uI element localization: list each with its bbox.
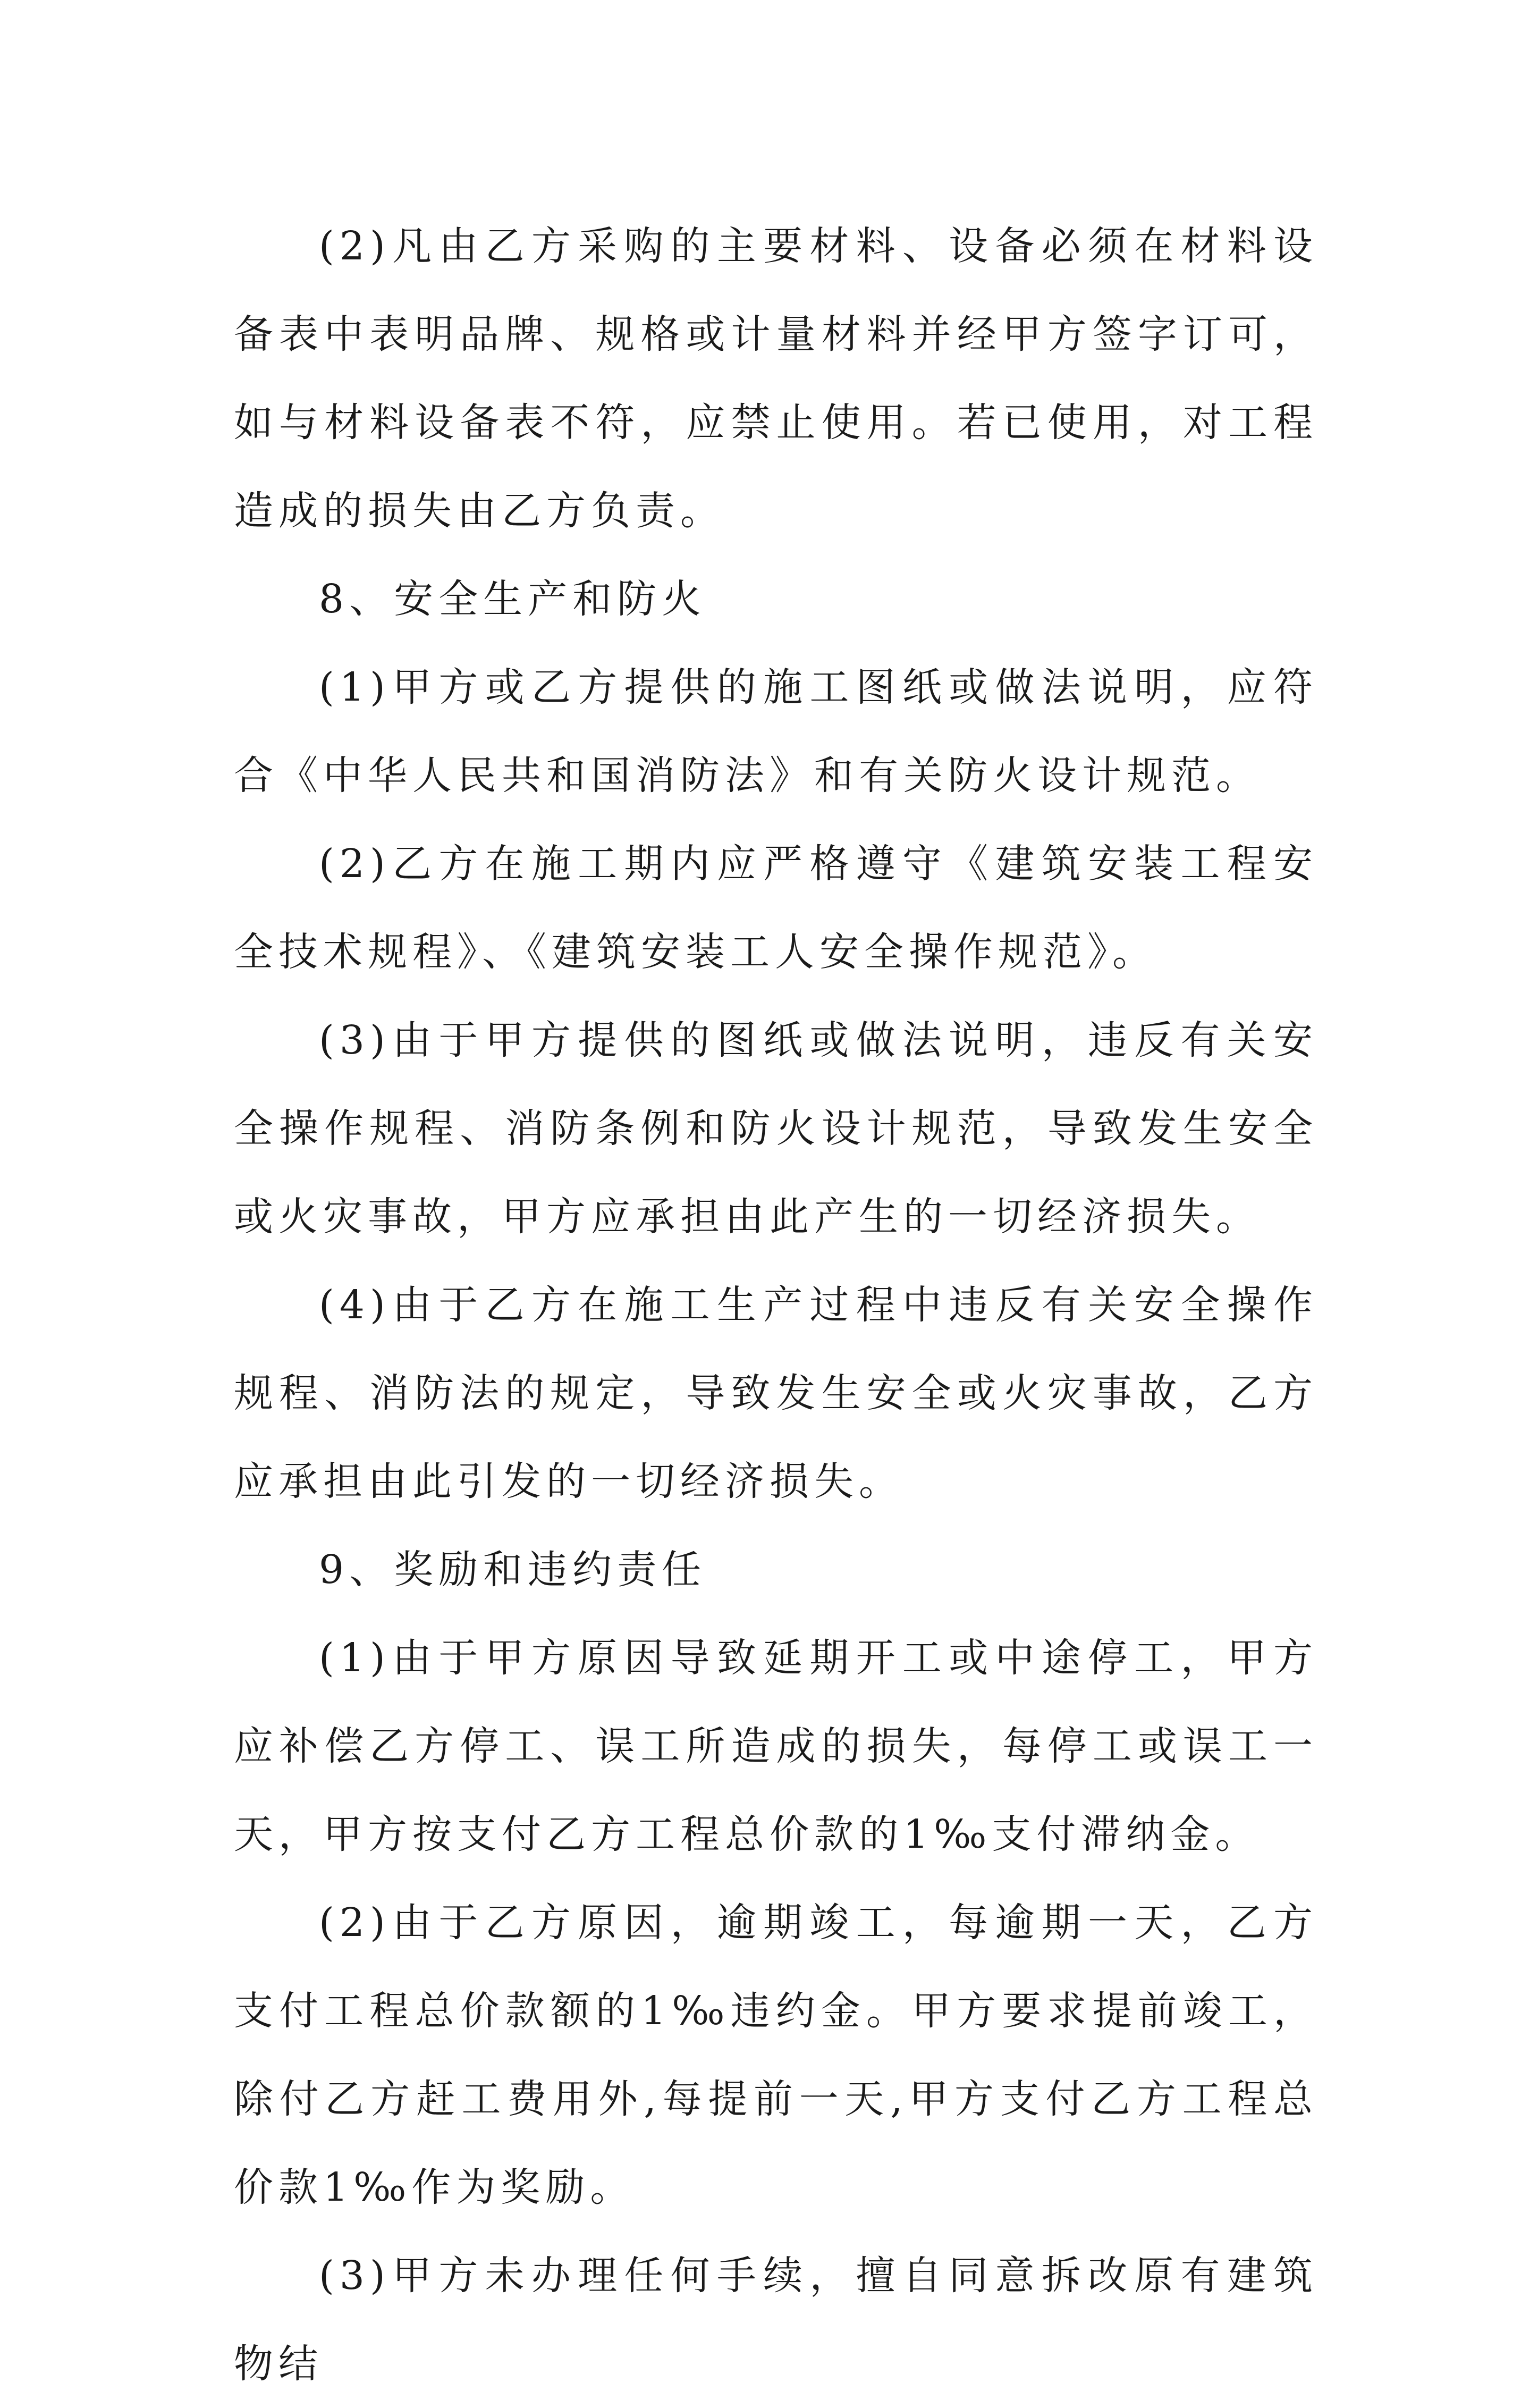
document-body [234,202,1318,2408]
paragraph-fire-code-compliance: (1)甲方或乙方提供的施工图纸或做法说明，应符合《中华人民共和国消防法》和有关防火设计规范。 [234,664,1318,798]
paragraph-delay-compensation: (1)由于甲方原因导致延期开工或中途停工，甲方应补偿乙方停工、误工所造成的损失，每停工或误工一天，甲方按支付乙方工程总价款的1‰支付滞纳金。 [234,1635,1318,1857]
paragraph-overdue-penalty: (2)由于乙方原因，逾期竣工，每逾期一天，乙方支付工程总价款额的1‰违约金。甲方要求提前竣工，除付乙方赶工费用外,每提前一天,甲方支付乙方工程总价款1‰作为奖励。 [234,1900,1318,2210]
section-heading-safety-fire: 8、安全生产和防火 [319,576,707,622]
paragraph-safety-regulations: (2)乙方在施工期内应严格遵守《建筑安装工程安全技术规程》、《建筑安装工人安全操作规范》。 [234,841,1318,975]
paragraph-material-procurement: (2)凡由乙方采购的主要材料、设备必须在材料设备表中表明品牌、规格或计量材料并经甲方签字订可，如与材料设备表不符，应禁止使用。若已使用，对工程造成的损失由乙方负责。 [234,223,1318,534]
paragraph-unauthorized-alteration: (3)甲方未办理任何手续，擅自同意拆改原有建筑物结 [234,2253,1318,2387]
section-heading-rewards-breach: 9、奖励和违约责任 [319,1547,707,1593]
paragraph-party-b-liability: (4)由于乙方在施工生产过程中违反有关安全操作规程、消防法的规定，导致发生安全或火灾事故，乙方应承担由此引发的一切经济损失。 [234,1282,1318,1504]
paragraph-party-a-liability: (3)由于甲方提供的图纸或做法说明，违反有关安全操作规程、消防条例和防火设计规范，导致发生安全或火灾事故，甲方应承担由此产生的一切经济损失。 [234,1017,1318,1240]
